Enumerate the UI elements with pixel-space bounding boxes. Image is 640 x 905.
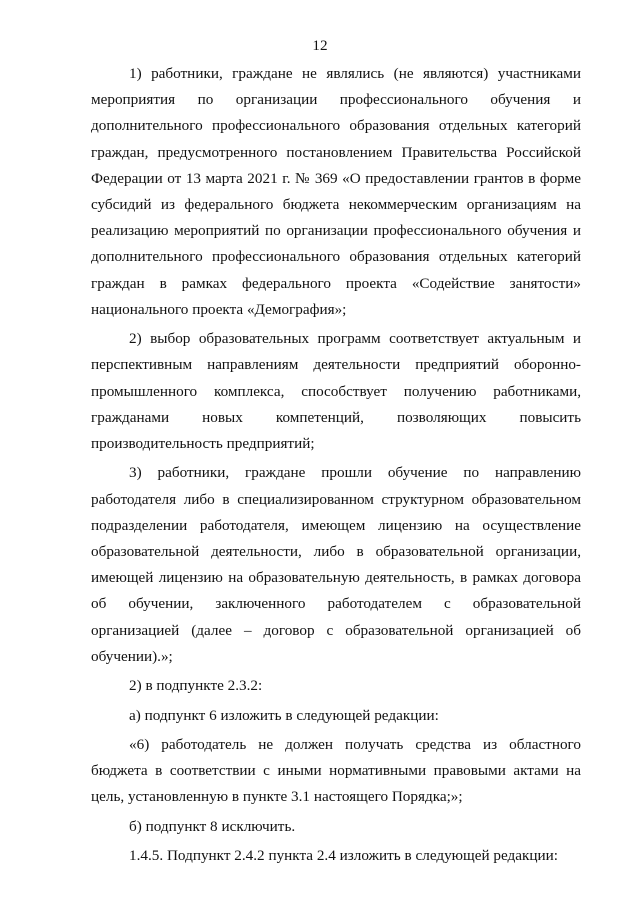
paragraph-1-4-5: 1.4.5. Подпункт 2.4.2 пункта 2.4 изложить в следующей редакции: <box>129 847 558 865</box>
paragraph-item-2: 2) выбор образовательных программ соответствует актуальным и перспективным направлениям деятельности предприятий оборонно-промышленного комплекса, способствует получению работниками, гражданами новых компетенций, позволяющих повысить производительность предприятий; <box>91 330 581 453</box>
paragraph-subpoint-2-3-2: 2) в подпункте 2.3.2: <box>129 677 263 695</box>
paragraph-subpoint-b: б) подпункт 8 исключить. <box>129 817 296 835</box>
document-body <box>91 61 581 873</box>
paragraph-item-1: 1) работники, граждане не являлись (не являются) участниками мероприятия по организации профессионального обучения и дополнительного профессионального образования отдельных категорий граждан, предусмотренного постановлением Правительства Российской Федерации от 13 марта 2021 г. № 369 «О предоставлении грантов в форме субсидий из федерального бюджета некоммерческим организациям на реализацию мероприятий по организации профессионального обучения и дополнительного профессионального образования отдельных категорий граждан в рамках федерального проекта «Содействие занятости» национального проекта «Демография»; <box>91 65 581 318</box>
paragraph-item-3: 3) работники, граждане прошли обучение по направлению работодателя либо в специализированном структурном образовательном подразделении работодателя, имеющем лицензию на осуществление образовательной деятельности, либо в образовательной организации, имеющей лицензию на образовательную деятельность, в рамках договора об обучении, заключенного работодателем с образовательной организацией (далее – договор с образовательной организацией об обучении).»; <box>91 464 581 665</box>
paragraph-quoted-item-6: «6) работодатель не должен получать средства из областного бюджета в соответствии с иными нормативными правовыми актами на цель, установленную в пункте 3.1 настоящего Порядка;»; <box>91 736 581 806</box>
paragraph-subpoint-a: а) подпункт 6 изложить в следующей редакции: <box>129 706 439 724</box>
page-number: 12 <box>312 37 328 54</box>
